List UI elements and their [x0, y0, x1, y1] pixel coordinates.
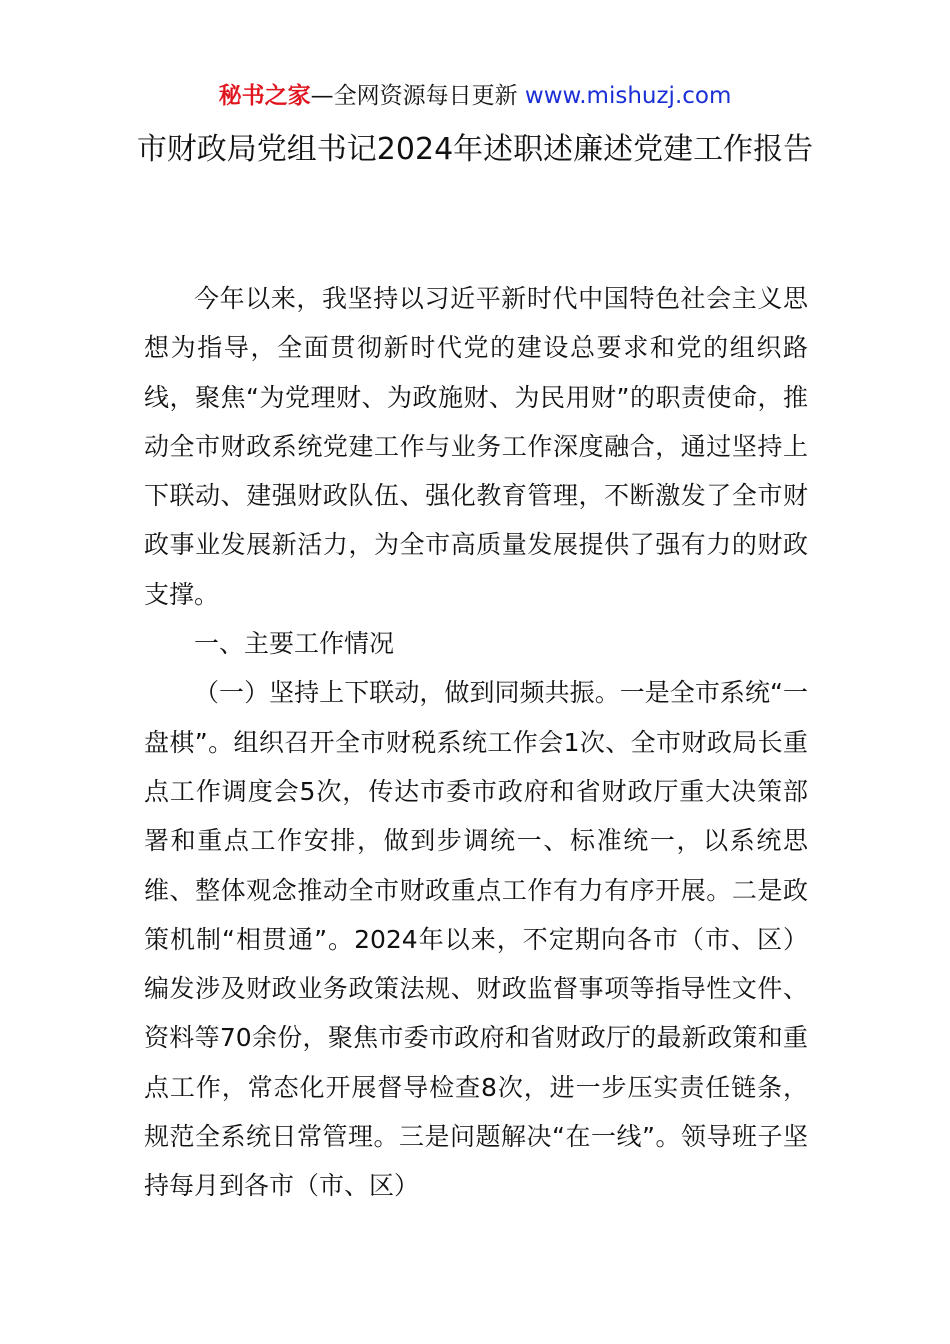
brand-name: 秘书之家: [218, 83, 311, 109]
intro-paragraph: 今年以来，我坚持以习近平新时代中国特色社会主义思想为指导，全面贯彻新时代党的建设总要求和党的组织路线，聚焦“为党理财、为政施财、为民用财”的职责使命，推动全市财政系统党建工作与业务工作深度融合，通过坚持上下联动、建强财政队伍、强化教育管理，不断激发了全市财政事业发展新活力，为全市高质量发展提供了强有力的财政支撑。: [144, 284, 808, 609]
document-title: 市财政局党组书记2024年述职述廉述党建工作报告: [136, 132, 814, 167]
site-url-link[interactable]: www.mishuzj.com: [524, 83, 732, 109]
body-paragraph: （一）坚持上下联动，做到同频共振。一是全市系统“一盘棋”。组织召开全市财税系统工作会1次、全市财政局长重点工作调度会5次，传达市委市政府和省财政厅重大决策部署和重点工作安排，做到步调统一、标准统一，以系统思维、整体观念推动全市财政重点工作有力有序开展。二是政策机制“相贯通”。2024年以来，不定期向各市（市、区）编发涉及财政业务政策法规、财政监督事项等指导性文件、资料等70余份，聚焦市委市政府和省财政厅的最新政策和重点工作，常态化开展督导检查8次，进一步压实责任链条，规范全系统日常管理。三是问题解决“在一线”。领导班子坚持每月到各市（市、区）: [144, 678, 808, 1201]
document-body: [144, 274, 808, 1211]
section-heading: 一、主要工作情况: [194, 629, 395, 659]
site-slogan: —全网资源每日更新: [310, 83, 518, 109]
site-header: [0, 80, 950, 112]
